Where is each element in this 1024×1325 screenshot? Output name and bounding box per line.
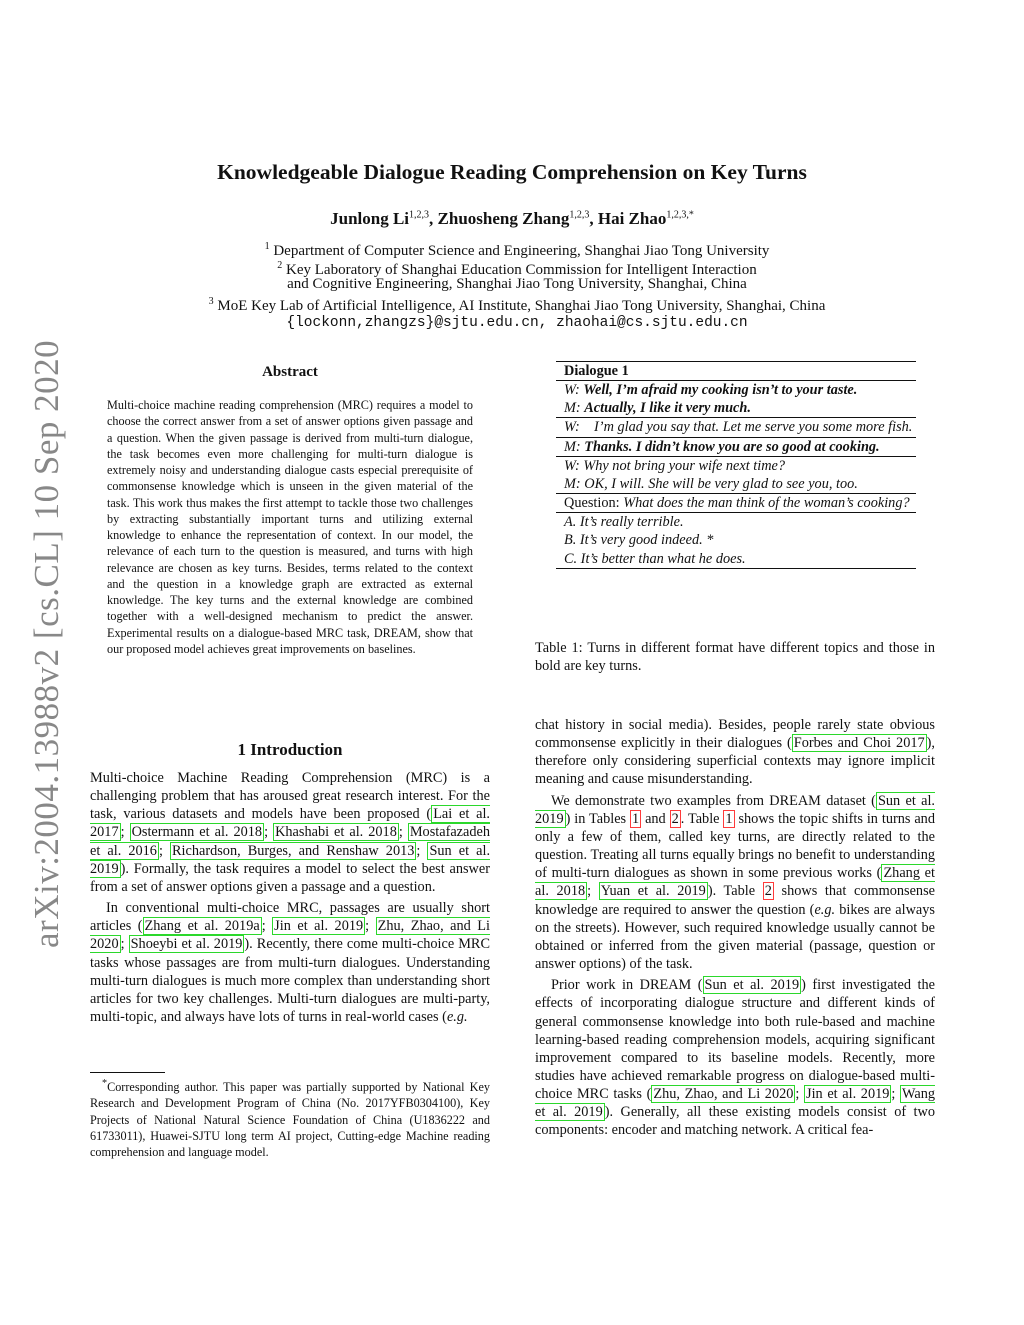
table-caption: Table 1: Turns in different format have different topics and those in bold are key turns. <box>535 640 935 675</box>
citation-link[interactable]: Shoeybi et al. 2019 <box>130 936 243 953</box>
left-column-text <box>90 769 490 1026</box>
abstract-text: Multi-choice machine reading comprehension (MRC) requires a model to choose the correct answer from a set of answer options given passage and a question. When the given passage is derived from multi-turn dialogue, the task becomes even more challenging for multi-turn dialogue is extremely noisy and understanding dialogue casts especial prerequisite of commonsense knowledge which is unseen in the given material of the task. This work thus makes the first attempt to tackle those two challenges by extracting substantially important turns and utilizing external knowledge to enhance the representation of context. In our model, the relevance of each turn to the question is measured, and turns with high relevance are chosen as key turns. Besides, terms related to the context and the question in a knowledge graph are extracted as external knowledge. The key turns and the external knowledge are combined together with a well-designed mechanism to predict the answer. Experimental results on a dialogue-based MRC task, DREAM, show that our proposed model achieves great improvements on baselines. <box>107 398 473 656</box>
speaker: W: <box>564 457 580 474</box>
text-run: ; <box>587 883 599 900</box>
turn-text: Actually, I like it very much. <box>584 400 751 417</box>
text-run: ; <box>398 824 408 841</box>
footnote-rule <box>90 1072 165 1073</box>
text-run: ) first investigated the effects of incorporating dialogue structure and different kinds of general commonsense knowledge into both rule-based and machine learning-based reading comprehension models, acquiring significant improvement compared to its baseline models. Recently, more studies have achieved remarkable progress on dialogue-based multi-choice MRC tasks ( <box>535 977 935 1103</box>
citation-link[interactable]: Jin et al. 2019 <box>274 918 364 935</box>
footnote <box>90 1076 490 1161</box>
turn-text: OK, I will. She will be very glad to see you, too. <box>584 475 858 492</box>
dialogue-turn <box>556 457 916 475</box>
aff-text: Department of Computer Science and Engineering, Shanghai Jiao Tong University <box>273 243 770 259</box>
dialogue-question <box>556 494 916 513</box>
text-run: ; <box>365 918 376 935</box>
text-run: ; <box>416 842 428 859</box>
citation-link[interactable]: Sun et al. 2019 <box>535 792 936 827</box>
text-run: ; <box>158 842 170 859</box>
email-line <box>0 313 1024 332</box>
citation-link[interactable]: Forbes and Choi 2017 <box>793 735 925 752</box>
table-ref-link[interactable]: 2 <box>671 810 679 827</box>
turn-text: Well, I’m afraid my cooking isn’t to your taste. <box>583 382 858 399</box>
citation-link[interactable]: Zhu, Zhao, and Li 2020 <box>90 918 490 953</box>
aff-sup: 2 <box>277 260 283 271</box>
aff-text: and Cognitive Engineering, Shanghai Jiao Tong University, Shanghai, China <box>287 276 747 292</box>
speaker: W: <box>564 382 580 399</box>
turn-text: Why not bring your wife next time? <box>583 457 786 474</box>
author-name: Junlong Li <box>330 209 410 228</box>
text-run: ), therefore only considering superficial contexts may ignore implicit meaning and cause misunderstanding. <box>535 735 935 788</box>
answer-option: B. It’s very good indeed. * <box>564 532 714 549</box>
text-run: ; <box>261 918 273 935</box>
citation-link[interactable]: Zhang et al. 2019a <box>144 918 260 935</box>
dialogue-turn <box>556 381 916 399</box>
text-run: bikes are always on the streets). However, such required knowledge usually cannot be obtained or inferred from the given material (passage, question or answer options) of the task. <box>535 901 935 973</box>
table-ref-link[interactable]: 1 <box>632 810 640 827</box>
citation-link[interactable]: Mostafazadeh et al. 2016 <box>90 824 491 859</box>
text-run: In conventional multi-choice MRC, passages are usually short articles ( <box>90 900 490 935</box>
speaker: M: <box>564 400 581 417</box>
right-column-text <box>535 716 935 1140</box>
table-ref-link[interactable]: 2 <box>764 883 772 900</box>
text-run: ; <box>264 824 274 841</box>
dialogue-turn <box>556 418 916 437</box>
dialogue-header: Dialogue 1 <box>556 361 916 381</box>
right-paragraph-1 <box>535 716 935 789</box>
text-run: ; <box>120 936 129 953</box>
citation-link[interactable]: Sun et al. 2019 <box>704 977 800 994</box>
citation-link[interactable]: Zhang et al. 2018 <box>535 865 935 900</box>
aff-sup: 3 <box>208 296 214 307</box>
authors: Junlong Li$^{1,2,3}$, Zhuosheng Zhang$^{1,2,3}$, Hai Zhao$^{1,2,3,*}$ <box>330 209 694 228</box>
citation-link[interactable]: Khashabi et al. 2018 <box>275 824 397 841</box>
table-ref-link[interactable]: 1 <box>725 810 733 827</box>
right-paragraph-3 <box>535 976 935 1139</box>
text-run: ; <box>795 1086 805 1103</box>
author-name: Hai Zhao <box>597 209 667 228</box>
citation-link[interactable]: Yuan et al. 2019 <box>600 883 706 900</box>
citation-link[interactable]: Jin et al. 2019 <box>806 1086 890 1103</box>
author-name: Zhuosheng Zhang <box>437 209 570 228</box>
footnote-mark: * <box>102 1078 108 1089</box>
affiliation <box>0 293 1024 315</box>
email: {lockonn,zhangzs}@sjtu.edu.cn, zhaohai@cs.sjtu.edu.cn <box>286 315 748 331</box>
turn-text: Thanks. I didn’t know you are so good at cooking. <box>584 438 880 455</box>
question-label: Question: <box>564 495 620 512</box>
intro-paragraph-1 <box>90 769 490 896</box>
text-run: ). Formally, the task requires a model to select the best answer from a set of answer options given a passage and a question. <box>90 860 490 895</box>
text-run: ). Recently, there come multi-choice MRC tasks whose passages are from multi-turn dialogues. Understanding multi-turn dialogues is much more complex than understanding short articles for two key challenges. Multi-turn dialogues are multi-party, multi-topic, and always have lots of turns in real-world cases ( <box>90 936 490 1026</box>
answer-option: A. It’s really terrible. <box>564 514 684 531</box>
paper-title: Knowledgeable Dialogue Reading Comprehension on Key Turns <box>217 160 807 184</box>
citation-link[interactable]: Lai et al. 2017 <box>90 806 490 841</box>
text-run: . Table <box>680 810 724 827</box>
text-run: shows the topic shifts in turns and only a few of them, called key turns, are directly related to the question. Treating all turns equally brings no benefit to understanding of multi-turn dialogues as shown in some previous works ( <box>535 810 935 882</box>
citation-link[interactable]: Wang et al. 2019 <box>535 1086 936 1121</box>
answer-option: C. It’s better than what he does. <box>556 550 916 569</box>
author-sup: 1,2,3,* <box>666 209 694 221</box>
aff-text: MoE Key Lab of Artificial Intelligence, AI Institute, Shanghai Jiao Tong University, Shanghai, China <box>217 298 826 314</box>
author-sup: 1,2,3 <box>569 209 590 221</box>
intro-paragraph-2 <box>90 899 490 1026</box>
citation-link[interactable]: Ostermann et al. 2018 <box>131 824 263 841</box>
text-run: Multi-choice Machine Reading Comprehension (MRC) is a challenging problem that has aroused great research interest. For the task, various datasets and models have been proposed ( <box>90 770 490 823</box>
footnote-text: Corresponding author. This paper was partially supported by National Key Research and Development Program of China (No. 2017YFB0304100), Key Projects of National Natural Science Foundation of China (U1836222 and 61733011), Huawei-SJTU long term AI project, Cutting-edge Machine reading comprehension and language model. <box>90 1080 490 1160</box>
aff-sup: 1 <box>264 241 270 252</box>
text-run: chat history in social media). Besides, people rarely state obvious commonsense explicitly in their dialogues ( <box>535 717 935 752</box>
dialogue-turn <box>556 399 916 418</box>
text-run: ; <box>891 1086 901 1103</box>
dialogue-turn <box>556 475 916 494</box>
arxiv-stamp: arXiv:2004.13988v2 [cs.CL] 10 Sep 2020 <box>27 339 66 948</box>
text-run: ) in Tables <box>565 810 631 827</box>
citation-link[interactable]: Richardson, Burges, and Renshaw 2013 <box>171 842 415 859</box>
author-sup: 1,2,3 <box>409 209 430 221</box>
text-run: We demonstrate two examples from DREAM dataset ( <box>551 792 876 809</box>
dialogue-table <box>556 361 916 569</box>
text-run: and <box>641 810 670 827</box>
text-run: ; <box>120 824 130 841</box>
question-text: What does the man think of the woman’s cooking? <box>623 495 910 512</box>
speaker: W: <box>564 419 580 436</box>
text-run: ). Table <box>707 883 763 900</box>
citation-link[interactable]: Sun et al. 2019 <box>90 842 491 877</box>
text-run: Prior work in DREAM ( <box>551 977 703 994</box>
turn-text: I’m glad you say that. Let me serve you some more fish. <box>594 419 913 436</box>
text-run: ). Generally, all these existing models consist of two components: encoder and matching network. A critical fea- <box>535 1104 935 1139</box>
aff-text: Key Laboratory of Shanghai Education Commission for Intelligent Interaction <box>286 262 757 278</box>
eg-italic: e.g. <box>814 901 836 918</box>
speaker: M: <box>564 438 581 455</box>
eg-italic: e.g. <box>446 1009 468 1026</box>
affiliation <box>0 275 1024 293</box>
introduction-heading: 1 Introduction <box>237 740 343 759</box>
citation-link[interactable]: Zhu, Zhao, and Li 2020 <box>653 1086 794 1103</box>
right-paragraph-2 <box>535 792 935 974</box>
dialogue-turn <box>556 438 916 457</box>
abstract-heading: Abstract <box>262 364 318 380</box>
speaker: M: <box>564 475 581 492</box>
text-run: shows that commonsense knowledge are required to answer the question ( <box>535 883 935 918</box>
